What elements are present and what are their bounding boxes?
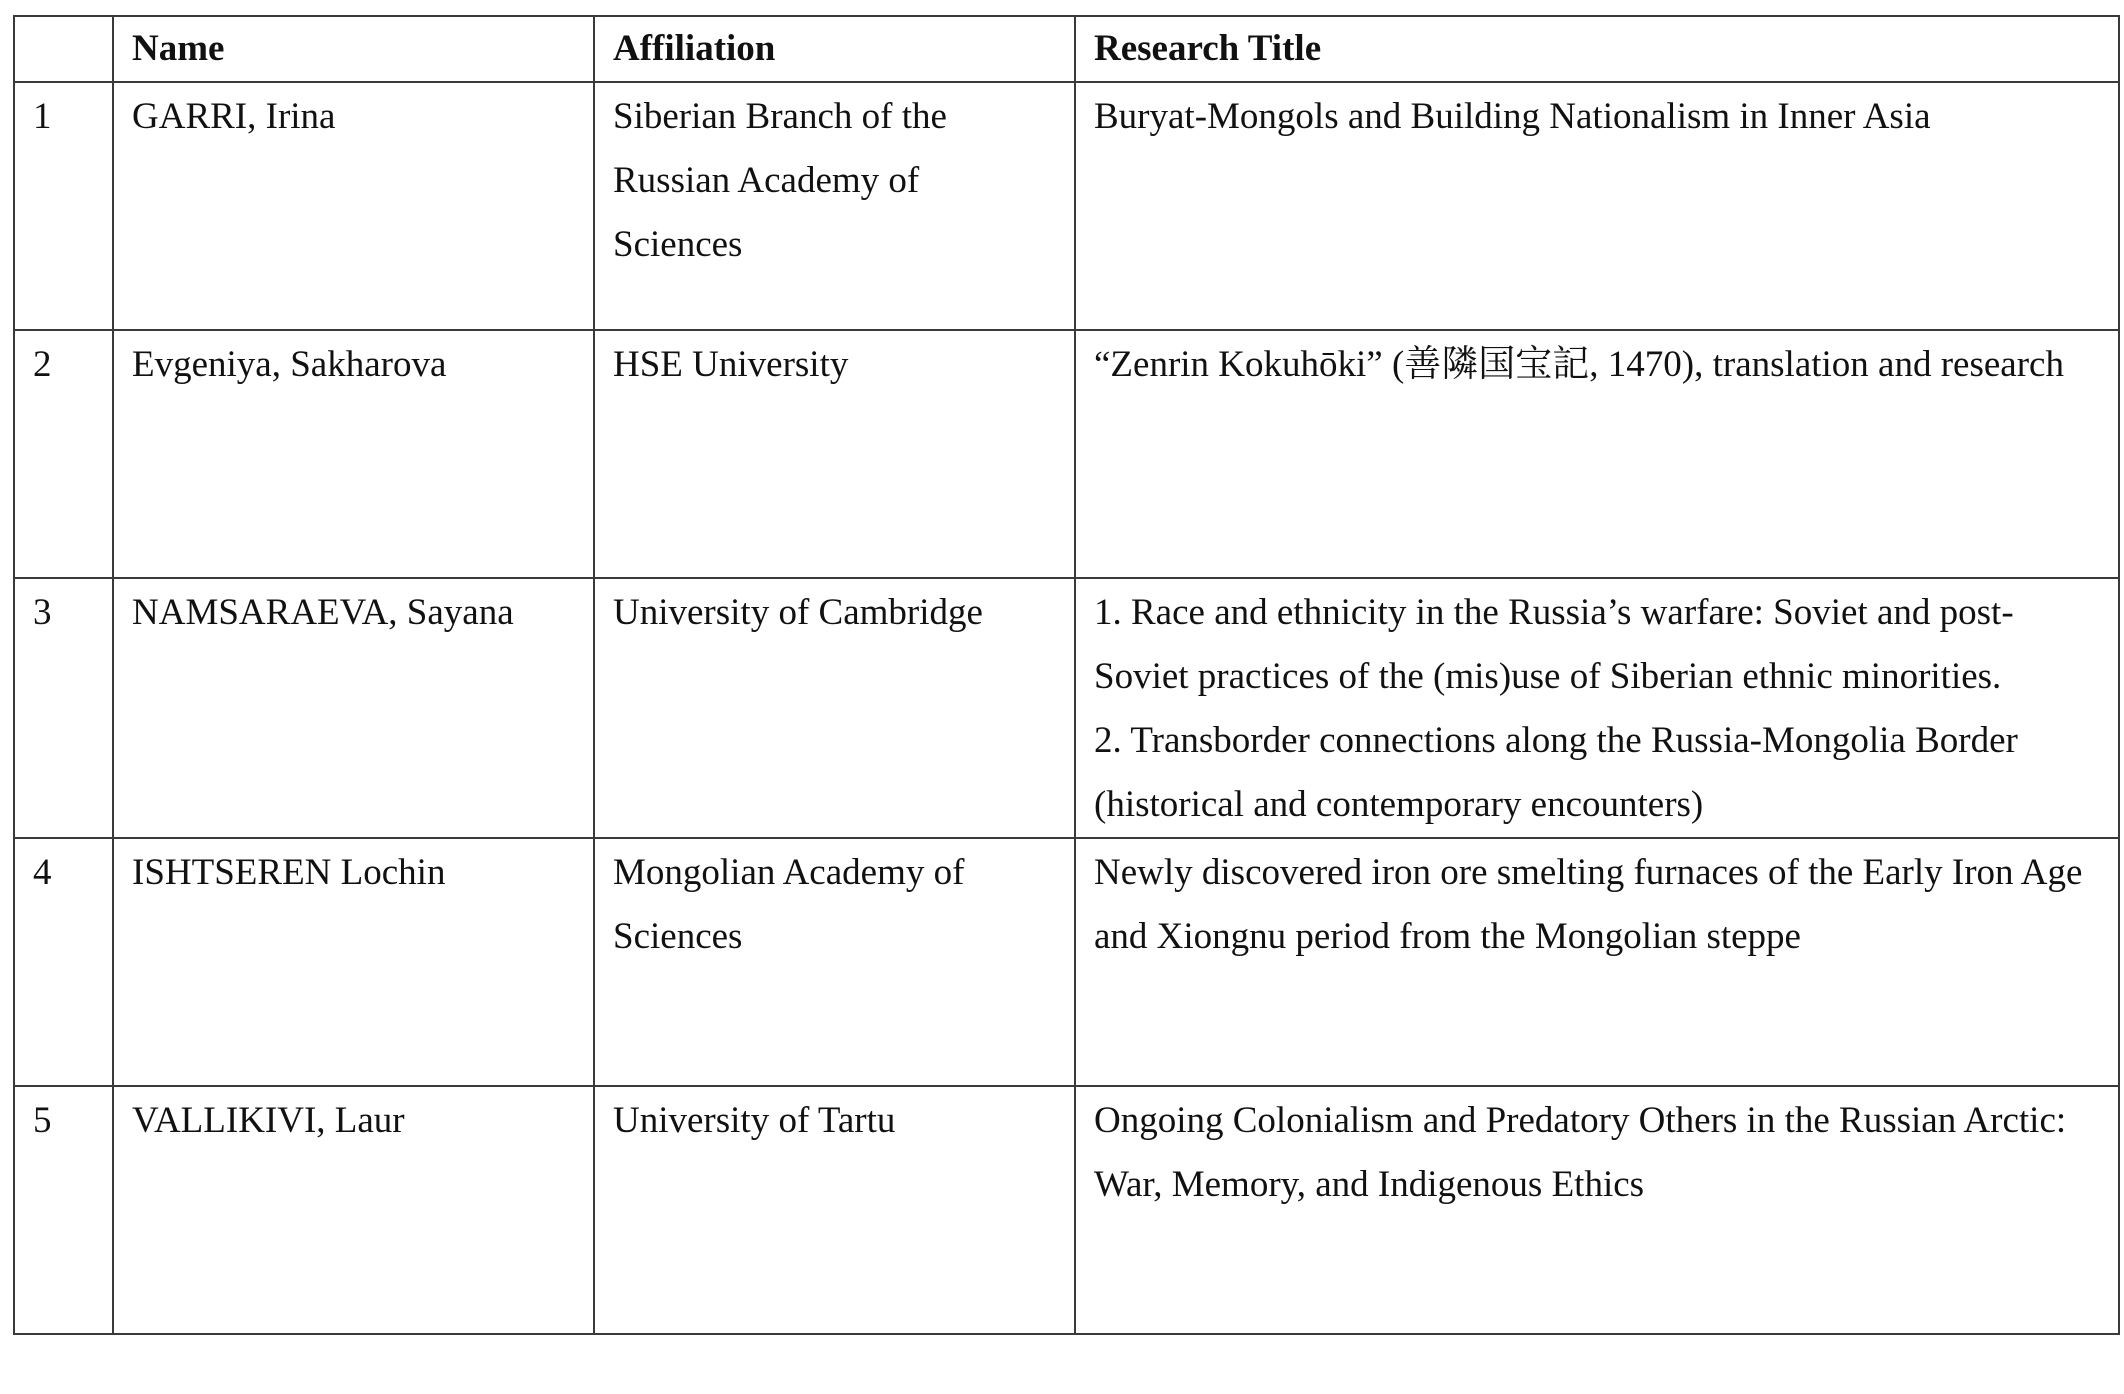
row-research-title [1075,838,2119,1086]
row-number: 1 [14,82,113,330]
row-number: 4 [14,838,113,1086]
row-number: 3 [14,578,113,838]
row-name: VALLIKIVI, Laur [113,1086,594,1334]
research-title-line: 2. Transborder connections along the Russia-Mongolia Border (historical and contemporary encounters) [1094,720,2018,825]
header-affiliation: Affiliation [594,16,1075,82]
table-row [14,330,2119,578]
research-title-line: Buryat-Mongols and Building Nationalism in Inner Asia [1094,96,1931,137]
row-name: Evgeniya, Sakharova [113,330,594,578]
row-research-title [1075,330,2119,578]
row-name: ISHTSEREN Lochin [113,838,594,1086]
research-title-line: “Zenrin Kokuhōki” (善隣国宝記, 1470), translation and research [1094,344,2064,385]
research-title-line: Ongoing Colonialism and Predatory Others in the Russian Arctic: War, Memory, and Indigenous Ethics [1094,1100,2067,1205]
table-row [14,838,2119,1086]
table-row [14,578,2119,838]
row-name: NAMSARAEVA, Sayana [113,578,594,838]
row-research-title [1075,82,2119,330]
researchers-table [13,15,2120,1335]
header-name: Name [113,16,594,82]
row-research-title [1075,1086,2119,1334]
table-row [14,1086,2119,1334]
row-affiliation: HSE University [594,330,1075,578]
research-title-line: Newly discovered iron ore smelting furnaces of the Early Iron Age and Xiongnu period from the Mongolian steppe [1094,852,2083,957]
research-title-line: 1. Race and ethnicity in the Russia’s warfare: Soviet and post-Soviet practices of the (mis)use of Siberian ethnic minorities. [1094,592,2014,697]
row-affiliation: University of Cambridge [594,578,1075,838]
row-research-title [1075,578,2119,838]
row-number: 5 [14,1086,113,1334]
table-header-row [14,16,2119,82]
row-number: 2 [14,330,113,578]
header-research-title: Research Title [1075,16,2119,82]
row-affiliation: University of Tartu [594,1086,1075,1334]
table-row [14,82,2119,330]
row-affiliation: Mongolian Academy of Sciences [594,838,1075,1086]
row-affiliation: Siberian Branch of the Russian Academy of Sciences [594,82,1075,330]
row-name: GARRI, Irina [113,82,594,330]
header-number [14,16,113,82]
